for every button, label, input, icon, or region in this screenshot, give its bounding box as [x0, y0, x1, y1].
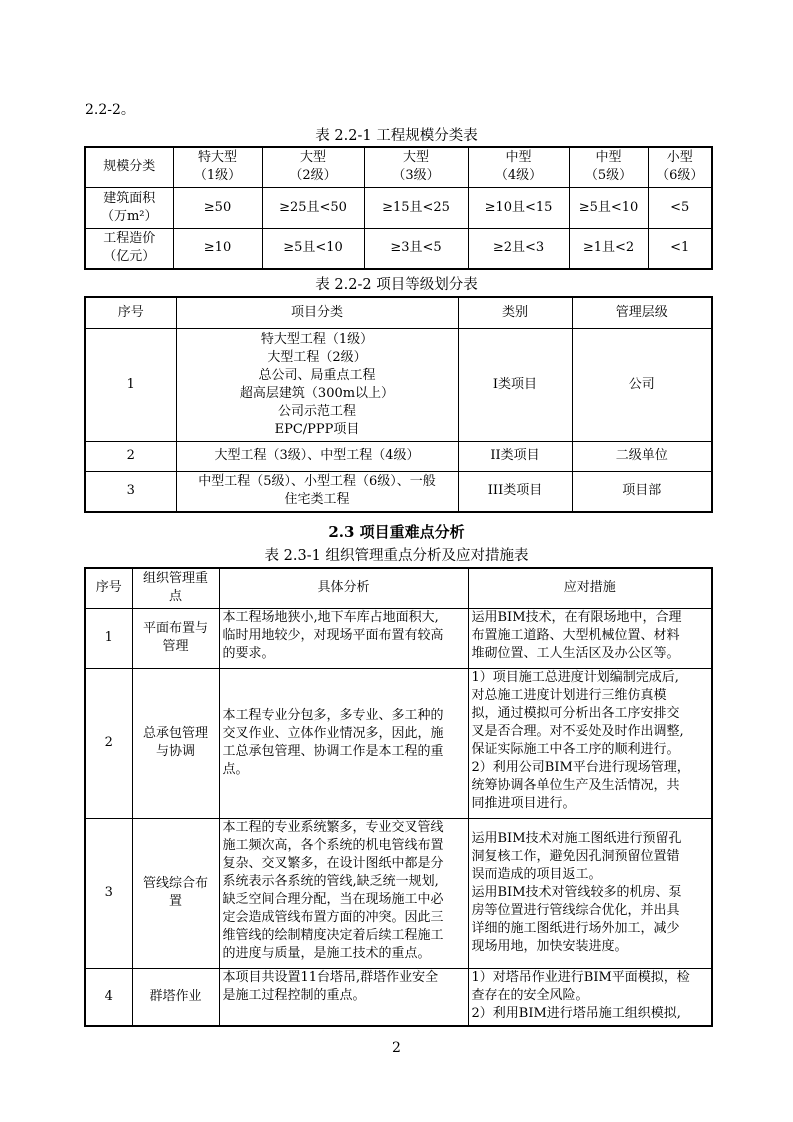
- table3-header-row: [85, 568, 712, 608]
- table2-cell: 二级单位: [572, 441, 712, 471]
- table2-header-cell: 项目分类: [176, 297, 458, 328]
- table-row: [85, 968, 712, 1026]
- table3-header-cell: 序号: [85, 568, 132, 608]
- table1-cell: ≥5且<10: [262, 228, 364, 269]
- table3-cell: 平面布置与 管理: [132, 608, 219, 668]
- table1-cell: ≥50: [173, 187, 262, 228]
- table1-cell: <1: [648, 228, 712, 269]
- table2-cell: 3: [85, 471, 176, 512]
- table1-cell: 工程造价 （亿元）: [85, 228, 173, 269]
- table2-cell: 大型工程（3级）、中型工程（4级）: [176, 441, 458, 471]
- table1-cell: ≥1且<2: [569, 228, 648, 269]
- table2-cell: 1: [85, 328, 176, 441]
- project-grade-table: [84, 296, 713, 513]
- table-row: [85, 187, 712, 228]
- table1-cell: 建筑面积 （万m²）: [85, 187, 173, 228]
- table2-cell: I类项目: [458, 328, 572, 441]
- table2-header-cell: 序号: [85, 297, 176, 328]
- table1-header-cell: 规模分类: [85, 147, 173, 187]
- table3-cell: 本工程专业分包多，多专业、多工种的 交叉作业、立体作业情况多，因此，施 工总承包管理、协调工作是本工程的重 点。: [219, 668, 468, 818]
- table3-caption: 表 2.3-1 组织管理重点分析及应对措施表: [264, 548, 529, 564]
- table2-header-cell: 管理层级: [572, 297, 712, 328]
- scale-classification-table: [84, 146, 713, 270]
- table2-header-row: [85, 297, 712, 328]
- table3-cell: 2: [85, 668, 132, 818]
- table1-cell: ≥3且<5: [364, 228, 468, 269]
- table2-caption: 表 2.2-2 项目等级划分表: [315, 277, 478, 293]
- table1-header-cell: 大型 （2级）: [262, 147, 364, 187]
- section-title: 2.3 项目重难点分析: [328, 523, 465, 541]
- table2-cell: 特大型工程（1级） 大型工程（2级） 总公司、局重点工程 超高层建筑（300m以上） 公司示范工程 EPC/PPP项目: [176, 328, 458, 441]
- table3-cell: 1: [85, 608, 132, 668]
- table3-cell: 运用BIM技术对施工图纸进行预留孔 洞复核工作，避免因孔洞预留位置错 误而造成的项目返工。 运用BIM技术对管线较多的机房、泵 房等位置进行管线综合优化，并出具 详细的施工图纸进行场外加工，减少 现场用地，加快安装进度。: [468, 818, 712, 968]
- table1-cell: ≥10: [173, 228, 262, 269]
- table2-cell: 2: [85, 441, 176, 471]
- table1-header-cell: 小型 （6级）: [648, 147, 712, 187]
- table2-cell: 公司: [572, 328, 712, 441]
- table1-cell: ≥5且<10: [569, 187, 648, 228]
- table1-header-cell: 大型 （3级）: [364, 147, 468, 187]
- table1-header-cell: 中型 （5级）: [569, 147, 648, 187]
- table1-caption: 表 2.2-1 工程规模分类表: [315, 128, 478, 144]
- table1-cell: ≥25且<50: [262, 187, 364, 228]
- table3-header-cell: 组织管理重 点: [132, 568, 219, 608]
- table3-cell: 本工程的专业系统繁多，专业交叉管线 施工频次高，各个系统的机电管线布置 复杂、交叉繁多，在设计图纸中都是分 系统表示各系统的管线,缺乏统一规划, 缺乏空间合理分配，当在现场施工中必 定会造成管线布置方面的冲突。因此三 维管线的绘制精度决定着后续工程施工 的进度与质量，是施工技术的重点。: [219, 818, 468, 968]
- table3-cell: 运用BIM技术，在有限场地中，合理 布置施工道路、大型机械位置、材料 堆砌位置、工人生活区及办公区等。: [468, 608, 712, 668]
- table-row: [85, 441, 712, 471]
- table2-header-cell: 类别: [458, 297, 572, 328]
- table1-cell: ≥10且<15: [468, 187, 569, 228]
- table-row: [85, 228, 712, 269]
- table2-cell: II类项目: [458, 441, 572, 471]
- table3-cell: 本工程场地狭小,地下车库占地面积大, 临时用地较少，对现场平面布置有较高 的要求。: [219, 608, 468, 668]
- table1-header-cell: 中型 （4级）: [468, 147, 569, 187]
- table3-cell: 管线综合布 置: [132, 818, 219, 968]
- intro-line: 2.2-2。: [85, 102, 135, 118]
- table3-cell: 本项目共设置11台塔吊,群塔作业安全 是施工过程控制的重点。: [219, 968, 468, 1026]
- table2-cell: III类项目: [458, 471, 572, 512]
- table-row: [85, 818, 712, 968]
- table1-header-row: [85, 147, 712, 187]
- table-row: [85, 668, 712, 818]
- table1-header-cell: 特大型 （1级）: [173, 147, 262, 187]
- table-row: [85, 471, 712, 512]
- table3-cell: 群塔作业: [132, 968, 219, 1026]
- table-row: [85, 608, 712, 668]
- table3-cell: 1）项目施工总进度计划编制完成后, 对总施工进度计划进行三维仿真模 拟，通过模拟可分析出各工序安排交 叉是否合理。对不妥处及时作出调整, 保证实际施工中各工序的顺利进行。 2）利用公司BIM平台进行现场管理， 统筹协调各单位生产及生活情况，共 同推进项目进行。: [468, 668, 712, 818]
- table3-cell: 3: [85, 818, 132, 968]
- table3-header-cell: 应对措施: [468, 568, 712, 608]
- table3-cell: 4: [85, 968, 132, 1026]
- table2-cell: 中型工程（5级）、小型工程（6级）、一般 住宅类工程: [176, 471, 458, 512]
- table1-cell: ≥15且<25: [364, 187, 468, 228]
- table2-cell: 项目部: [572, 471, 712, 512]
- page-number: 2: [392, 1040, 401, 1056]
- table1-cell: ≥2且<3: [468, 228, 569, 269]
- table3-cell: 总承包管理 与协调: [132, 668, 219, 818]
- management-focus-table: [84, 567, 713, 1027]
- table3-header-cell: 具体分析: [219, 568, 468, 608]
- table-row: [85, 328, 712, 441]
- table1-cell: <5: [648, 187, 712, 228]
- table3-cell: 1）对塔吊作业进行BIM平面模拟，检 查存在的安全风险。 2）利用BIM进行塔吊施工组织模拟,: [468, 968, 712, 1026]
